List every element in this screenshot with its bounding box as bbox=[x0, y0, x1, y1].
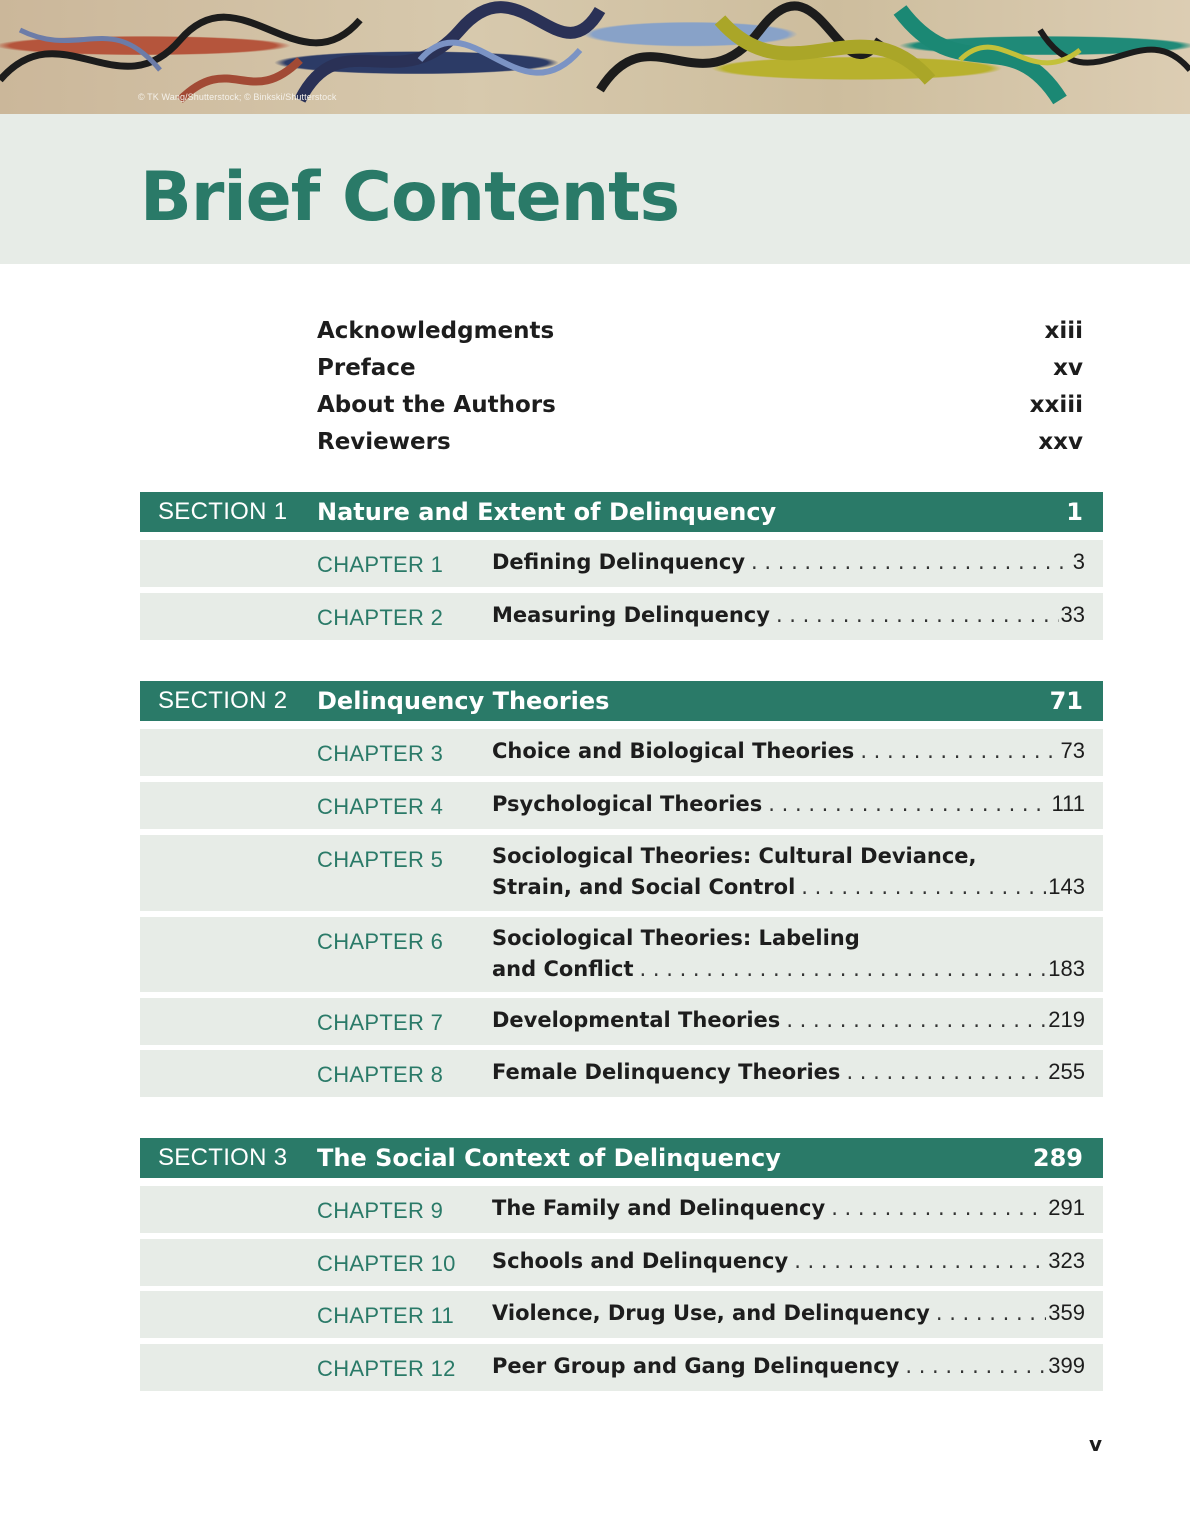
chapter-entry bbox=[492, 1300, 1085, 1330]
chapter-page: 255 bbox=[1048, 1059, 1085, 1084]
leader-dots bbox=[860, 739, 1058, 763]
chapter-row-8[interactable] bbox=[140, 1050, 1103, 1097]
chapter-title-line1: Sociological Theories: Cultural Deviance, bbox=[492, 844, 977, 868]
section-header-3[interactable] bbox=[140, 1138, 1103, 1178]
graffiti-banner bbox=[0, 0, 1190, 114]
chapter-entry bbox=[492, 844, 1085, 904]
chapter-row-3[interactable] bbox=[140, 729, 1103, 776]
chapter-entry bbox=[492, 1353, 1085, 1383]
section-label: SECTION 2 bbox=[158, 687, 288, 714]
chapter-title: Violence, Drug Use, and Delinquency bbox=[492, 1301, 930, 1325]
chapter-label: CHAPTER 5 bbox=[317, 847, 444, 872]
chapter-row-12[interactable] bbox=[140, 1344, 1103, 1391]
chapter-label: CHAPTER 4 bbox=[317, 794, 444, 819]
front-matter-title: Acknowledgments bbox=[317, 317, 555, 344]
chapter-label: CHAPTER 7 bbox=[317, 1010, 444, 1035]
front-matter-item[interactable] bbox=[317, 386, 1083, 423]
chapter-title: Choice and Biological Theories bbox=[492, 739, 855, 763]
section-label: SECTION 1 bbox=[158, 498, 288, 525]
front-matter-title: About the Authors bbox=[317, 391, 556, 418]
front-matter-list bbox=[317, 312, 1083, 460]
chapter-row-4[interactable] bbox=[140, 782, 1103, 829]
chapter-label: CHAPTER 11 bbox=[317, 1303, 455, 1328]
chapter-label: CHAPTER 8 bbox=[317, 1062, 444, 1087]
chapter-title: Schools and Delinquency bbox=[492, 1249, 789, 1273]
chapter-title: Psychological Theories bbox=[492, 792, 763, 816]
leader-dots bbox=[846, 1060, 1046, 1084]
chapter-page: 33 bbox=[1060, 602, 1085, 627]
chapter-row-7[interactable] bbox=[140, 998, 1103, 1045]
chapter-page: 143 bbox=[1048, 874, 1085, 899]
chapter-entry bbox=[492, 1007, 1085, 1037]
front-matter-title: Preface bbox=[317, 354, 416, 381]
chapter-row-2[interactable] bbox=[140, 593, 1103, 640]
chapter-entry bbox=[492, 791, 1085, 821]
chapter-title: Peer Group and Gang Delinquency bbox=[492, 1354, 900, 1378]
chapter-label: CHAPTER 2 bbox=[317, 605, 444, 630]
chapter-row-10[interactable] bbox=[140, 1239, 1103, 1286]
section-title: Delinquency Theories bbox=[317, 687, 610, 715]
leader-dots bbox=[751, 550, 1071, 574]
chapter-label: CHAPTER 10 bbox=[317, 1251, 456, 1276]
chapter-label: CHAPTER 12 bbox=[317, 1356, 456, 1381]
front-matter-page: xxv bbox=[1038, 428, 1083, 455]
section-page: 71 bbox=[1049, 687, 1083, 715]
chapter-row-5[interactable] bbox=[140, 835, 1103, 911]
chapter-entry bbox=[492, 549, 1085, 579]
chapter-label: CHAPTER 1 bbox=[317, 552, 444, 577]
leader-dots bbox=[776, 603, 1059, 627]
leader-dots bbox=[640, 957, 1047, 981]
chapter-label: CHAPTER 9 bbox=[317, 1198, 444, 1223]
section-label: SECTION 3 bbox=[158, 1144, 288, 1171]
chapter-row-11[interactable] bbox=[140, 1291, 1103, 1338]
chapter-page: 183 bbox=[1048, 956, 1085, 981]
front-matter-page: xv bbox=[1053, 354, 1083, 381]
front-matter-item[interactable] bbox=[317, 312, 1083, 349]
chapter-entry bbox=[492, 1059, 1085, 1089]
chapter-title-line1: Sociological Theories: Labeling bbox=[492, 926, 860, 950]
page-number: v bbox=[1088, 1432, 1102, 1456]
chapter-page: 219 bbox=[1048, 1007, 1085, 1032]
chapter-row-9[interactable] bbox=[140, 1186, 1103, 1233]
chapter-entry bbox=[492, 1248, 1085, 1278]
chapter-page: 111 bbox=[1051, 791, 1085, 816]
chapter-title: Developmental Theories bbox=[492, 1008, 781, 1032]
chapter-page: 291 bbox=[1048, 1195, 1085, 1220]
leader-dots bbox=[905, 1354, 1046, 1378]
chapter-title: Defining Delinquency bbox=[492, 550, 746, 574]
front-matter-item[interactable] bbox=[317, 423, 1083, 460]
section-header-2[interactable] bbox=[140, 681, 1103, 721]
section-header-1[interactable] bbox=[140, 492, 1103, 532]
chapter-label: CHAPTER 3 bbox=[317, 741, 444, 766]
chapter-page: 399 bbox=[1048, 1353, 1085, 1378]
chapter-title: Female Delinquency Theories bbox=[492, 1060, 841, 1084]
chapter-entry bbox=[492, 602, 1085, 632]
section-title: Nature and Extent of Delinquency bbox=[317, 498, 777, 526]
leader-dots bbox=[936, 1301, 1046, 1325]
section-page: 1 bbox=[1066, 498, 1083, 526]
leader-dots bbox=[786, 1008, 1046, 1032]
chapter-page: 359 bbox=[1048, 1300, 1085, 1325]
chapter-title-line2: Strain, and Social Control bbox=[492, 875, 796, 899]
section-title: The Social Context of Delinquency bbox=[317, 1144, 781, 1172]
leader-dots bbox=[794, 1249, 1046, 1273]
front-matter-page: xiii bbox=[1044, 317, 1083, 344]
chapter-row-1[interactable] bbox=[140, 540, 1103, 587]
front-matter-item[interactable] bbox=[317, 349, 1083, 386]
leader-dots bbox=[831, 1196, 1046, 1220]
chapter-title-line2: and Conflict bbox=[492, 957, 634, 981]
chapter-entry bbox=[492, 926, 1085, 986]
chapter-entry bbox=[492, 738, 1085, 768]
front-matter-page: xxiii bbox=[1029, 391, 1083, 418]
leader-dots bbox=[801, 875, 1046, 899]
front-matter-title: Reviewers bbox=[317, 428, 451, 455]
section-page: 289 bbox=[1032, 1144, 1083, 1172]
chapter-label: CHAPTER 6 bbox=[317, 929, 444, 954]
chapter-entry bbox=[492, 1195, 1085, 1225]
chapter-title: Measuring Delinquency bbox=[492, 603, 770, 627]
photo-credit: © TK Wang/Shutterstock; © Binkski/Shutterstock bbox=[138, 92, 337, 102]
chapter-title: The Family and Delinquency bbox=[492, 1196, 826, 1220]
chapter-page: 73 bbox=[1060, 738, 1085, 763]
chapter-page: 3 bbox=[1072, 549, 1085, 574]
page-title: Brief Contents bbox=[140, 158, 680, 237]
chapter-page: 323 bbox=[1048, 1248, 1085, 1273]
leader-dots bbox=[768, 792, 1049, 816]
chapter-row-6[interactable] bbox=[140, 917, 1103, 992]
